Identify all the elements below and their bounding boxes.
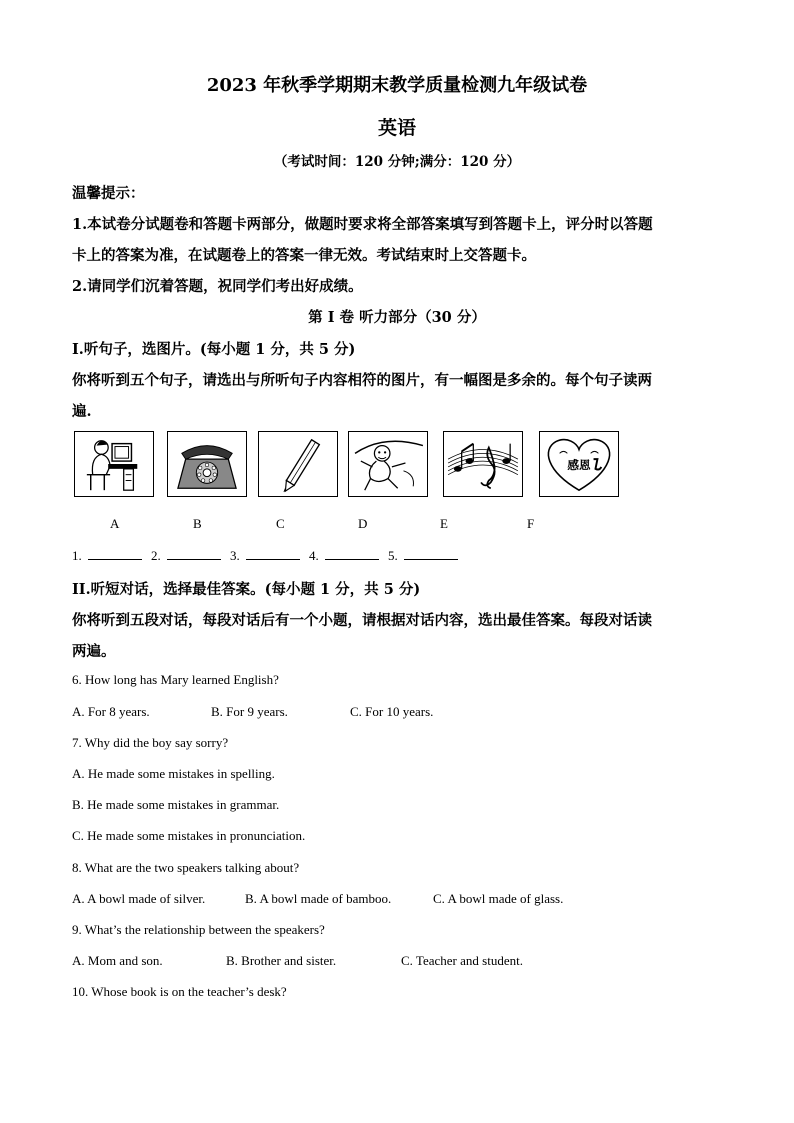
blank-1-label: 1. [72,548,82,563]
blank-5[interactable] [404,547,458,560]
q6-option-a: A. For 8 years. [72,704,150,719]
picture-label-d: D [358,516,368,531]
q9-option-b: B. Brother and sister. [226,953,337,968]
q8-option-c: C. A bowl made of glass. [433,891,564,906]
q8-option-b: B. A bowl made of bamboo. [245,891,392,906]
tip-1-line-1: 1.本试卷分试题卷和答题卡两部分，做题时要求将全部答案填写到答题卡上，评分时以答题 [72,216,653,233]
q6-option-b: B. For 9 years. [211,704,288,719]
picture-b [167,431,247,497]
section-2-instruction-line-2: 两遍。 [72,643,116,660]
blank-5-label: 5. [388,548,398,563]
picture-f [539,431,619,497]
question-9: 9. What’s the relationship between the speakers? [72,922,325,937]
q9-option-c: C. Teacher and student. [401,953,523,968]
tip-2: 2.请同学们沉着答题，祝同学们考出好成绩。 [72,278,363,295]
section-2-heading: II.听短对话，选择最佳答案。(每小题 1 分，共 5 分) [72,581,421,598]
pencil-icon [259,432,337,496]
q9-option-a: A. Mom and son. [72,953,163,968]
music-notes-icon [444,432,522,496]
picture-label-b: B [193,516,202,531]
picture-e [443,431,523,497]
picture-label-a: A [110,516,120,531]
blank-3[interactable] [246,547,300,560]
picture-d [348,431,428,497]
q6-option-c: C. For 10 years. [350,704,434,719]
section-2-instruction-line-1: 你将听到五段对话，每段对话后有一个小题，请根据对话内容，选出最佳答案。每段对话读 [72,612,652,629]
exam-info: （考试时间：120 分钟;满分：120 分） [273,154,521,170]
picture-c [258,431,338,497]
section-1-instruction-line-1: 你将听到五个句子，请选出与所听句子内容相符的图片，有一幅图是多余的。每个句子读两 [72,372,652,389]
picture-a [74,431,154,497]
subject-title: 英语 [377,117,416,139]
answer-blanks [72,547,464,564]
q7-option-b: B. He made some mistakes in grammar. [72,797,280,812]
telephone-icon [168,432,246,496]
blank-3-label: 3. [230,548,240,563]
picture-label-c: C [276,516,285,531]
question-6: 6. How long has Mary learned English? [72,672,279,687]
part-1-heading: 第 I 卷 听力部分（30 分） [308,309,486,326]
heart-text: 感恩 [567,457,591,472]
monkey-king-icon [349,432,427,496]
blank-1[interactable] [88,547,142,560]
question-8: 8. What are the two speakers talking about? [72,860,300,875]
heart-gratitude-icon [540,432,618,496]
tip-1-line-2: 卡上的答案为准，在试题卷上的答案一律无效。考试结束时上交答题卡。 [72,247,536,264]
person-at-computer-icon [75,432,153,496]
picture-label-e: E [440,516,448,531]
picture-label-f: F [527,516,535,531]
blank-2-label: 2. [151,548,161,563]
blank-2[interactable] [167,547,221,560]
q7-option-a: A. He made some mistakes in spelling. [72,766,275,781]
q8-option-a: A. A bowl made of silver. [72,891,206,906]
blank-4[interactable] [325,547,379,560]
section-1-heading: I.听句子，选图片。(每小题 1 分，共 5 分) [72,341,356,358]
blank-4-label: 4. [309,548,319,563]
question-10: 10. Whose book is on the teacher’s desk? [72,984,287,999]
tips-heading: 温馨提示： [72,185,145,202]
question-7: 7. Why did the boy say sorry? [72,735,229,750]
page-title: 2023 年秋季学期期末教学质量检测九年级试卷 [206,75,588,96]
q7-option-c: C. He made some mistakes in pronunciation. [72,828,306,843]
section-1-instruction-line-2: 遍. [72,403,92,420]
